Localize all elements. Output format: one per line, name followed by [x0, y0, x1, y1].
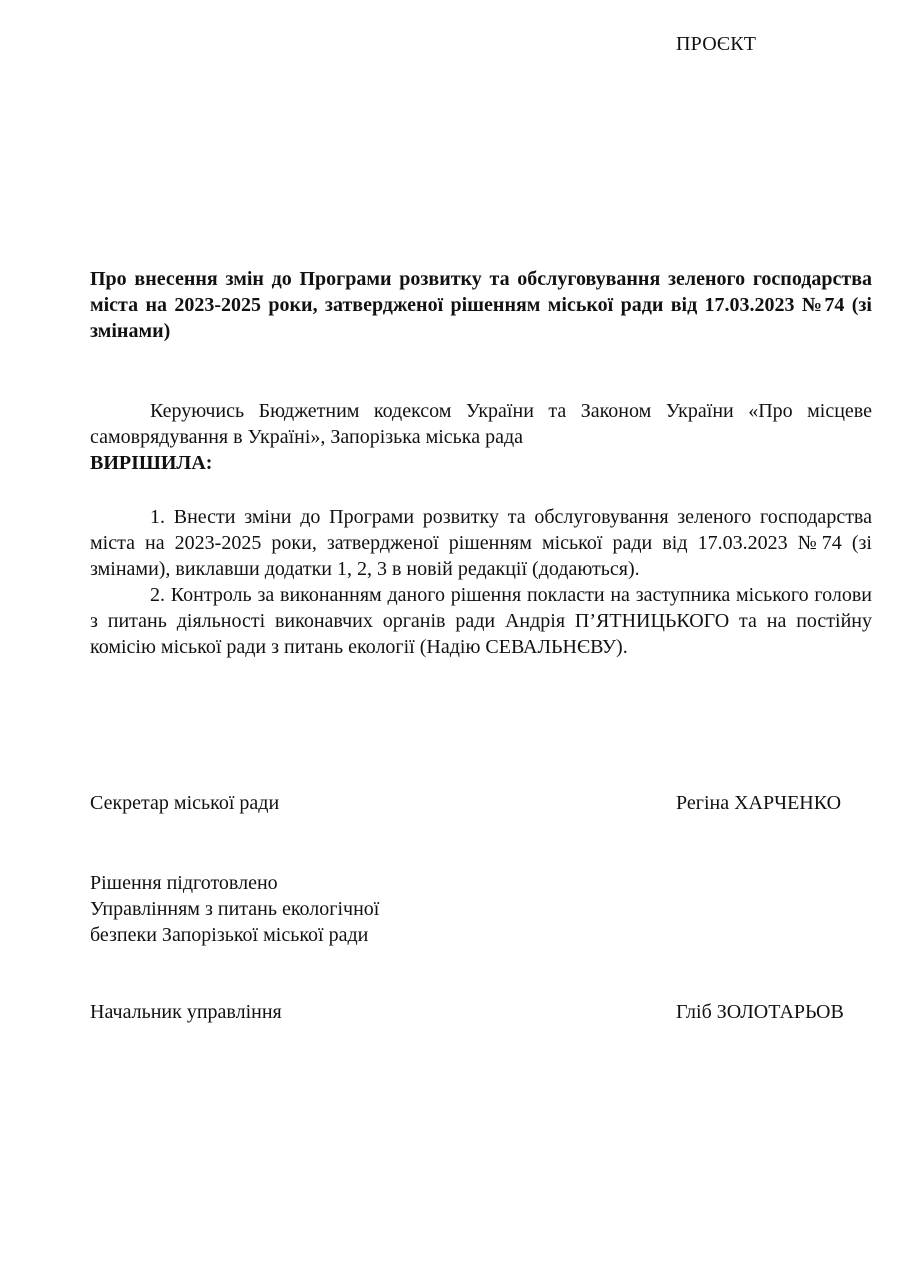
- draft-stamp: ПРОЄКТ: [676, 33, 757, 55]
- prepared-line-3: безпеки Запорізької міської ради: [90, 924, 369, 946]
- decision-item-2: 2. Контроль за виконанням даного рішення покласти на заступника міського голови з питань діяльності виконавчих органів ради Андрія П’ЯТНИЦЬКОГО та на постійну комісію міської ради з питань екології (Надію СЕВАЛЬНЄВУ).: [90, 584, 872, 658]
- prepared-line-1: Рішення підготовлено: [90, 872, 278, 894]
- secretary-title: Секретар міської ради: [90, 792, 280, 814]
- decision-item-1: 1. Внести зміни до Програми розвитку та обслуговування зеленого господарства міста на 2023-2025 роки, затвердженої рішенням міської ради від 17.03.2023 №74 (зі змінами), виклавши додатки 1, 2, 3 в новій редакції (додаються).: [90, 506, 872, 580]
- decision-items: [90, 504, 872, 660]
- decided-heading: ВИРІШИЛА:: [90, 452, 213, 474]
- document-title: Про внесення змін до Програми розвитку та обслуговування зеленого господарства міста на 2023-2025 роки, затвердженої рішенням міської ради від 17.03.2023 №74 (зі змінами): [90, 268, 872, 342]
- preamble-text: Керуючись Бюджетним кодексом України та Законом України «Про місцеве самоврядування в Україні», Запорізька міська рада: [90, 400, 872, 448]
- preamble: [90, 398, 872, 450]
- prepared-line-2: Управлінням з питань екологічної: [90, 898, 380, 920]
- head-name: Гліб ЗОЛОТАРЬОВ: [676, 1001, 844, 1023]
- secretary-name: Регіна ХАРЧЕНКО: [676, 792, 842, 814]
- head-title: Начальник управління: [90, 1001, 282, 1023]
- prepared-by-block: [90, 870, 379, 948]
